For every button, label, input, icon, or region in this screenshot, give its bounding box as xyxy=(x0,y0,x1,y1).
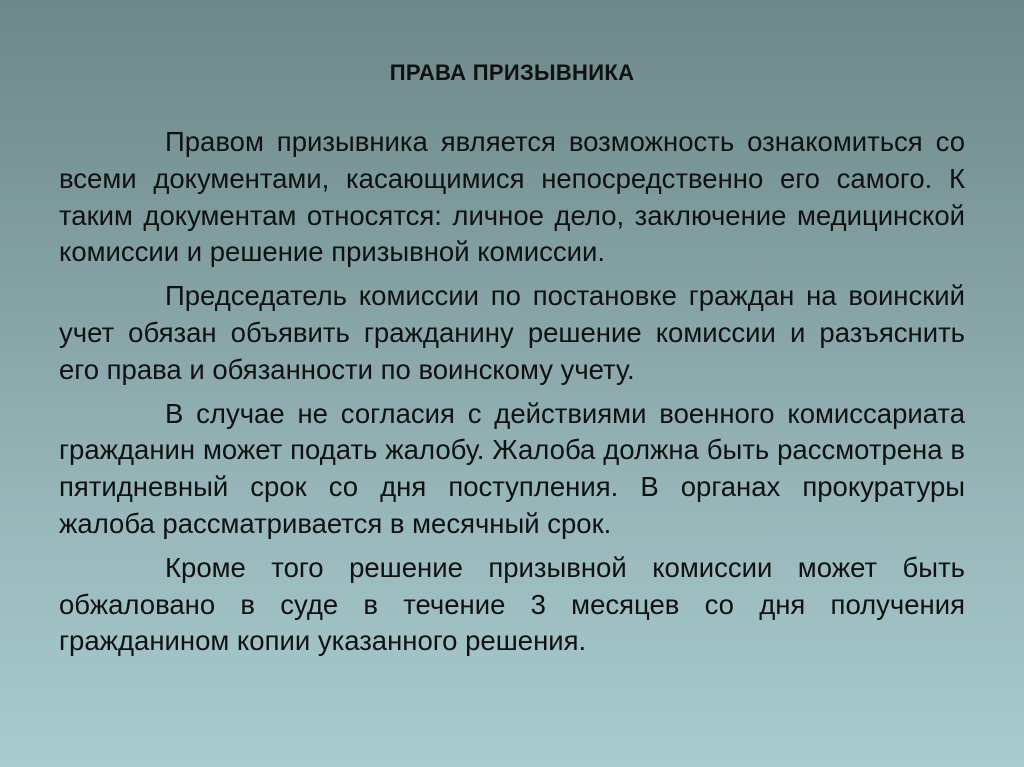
paragraph-right-to-documents: Правом призывника является возможность ознакомиться со всеми документами, касающимися непосредственно его самого. К таким документам относятся: личное дело, заключение медицинской комиссии и решение призывной комиссии. xyxy=(59,126,965,268)
slide-title: ПРАВА ПРИЗЫВНИКА xyxy=(389,60,635,85)
paragraph-complaint: В случае не согласия с действиями военного комиссариата гражданин может подать жалобу. Жалоба должна быть рассмотрена в пятидневный срок со дня поступления. В органах прокуратуры жалоба рассматривается в месячный срок. xyxy=(59,397,965,539)
paragraph-court-appeal: Кроме того решение призывной комиссии может быть обжаловано в суде в течение 3 месяцев со дня получения гражданином копии указанного решения. xyxy=(59,551,965,657)
slide-body xyxy=(59,124,965,667)
paragraph-chairman-duty: Председатель комиссии по постановке граждан на воинский учет обязан объявить гражданину решение комиссии и разъяснить его права и обязанности по воинскому учету. xyxy=(59,280,965,385)
